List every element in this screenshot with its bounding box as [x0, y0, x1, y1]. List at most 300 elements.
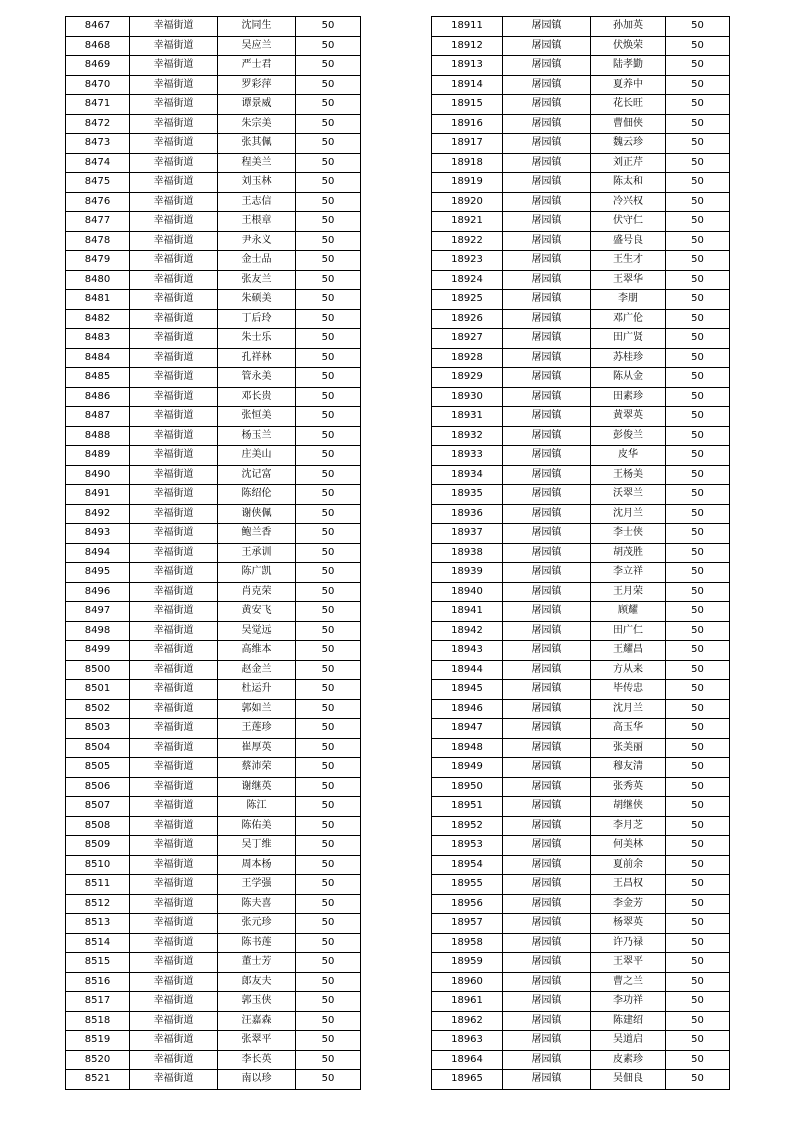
amount-cell: 50	[296, 368, 361, 388]
district-cell: 屠园镇	[503, 543, 591, 563]
table-row	[432, 270, 730, 290]
name-cell: 王昌权	[591, 875, 666, 895]
name-cell: 何美林	[591, 836, 666, 856]
row-number-cell: 18957	[432, 914, 503, 934]
row-number-cell: 18940	[432, 582, 503, 602]
district-cell: 屠园镇	[503, 309, 591, 329]
table-row	[66, 972, 361, 992]
table-row	[66, 758, 361, 778]
name-cell: 庄美山	[218, 446, 296, 466]
row-number-cell: 8472	[66, 114, 130, 134]
row-number-cell: 8507	[66, 797, 130, 817]
name-cell: 朱士乐	[218, 329, 296, 349]
row-number-cell: 18922	[432, 231, 503, 251]
district-cell: 屠园镇	[503, 368, 591, 388]
row-number-cell: 18911	[432, 17, 503, 37]
row-number-cell: 8473	[66, 134, 130, 154]
table-row	[432, 875, 730, 895]
district-cell: 屠园镇	[503, 875, 591, 895]
district-cell: 屠园镇	[503, 1050, 591, 1070]
table-row	[432, 212, 730, 232]
district-cell: 屠园镇	[503, 602, 591, 622]
district-cell: 屠园镇	[503, 524, 591, 544]
name-cell: 严士君	[218, 56, 296, 76]
row-number-cell: 8510	[66, 855, 130, 875]
amount-cell: 50	[296, 738, 361, 758]
row-number-cell: 18964	[432, 1050, 503, 1070]
amount-cell: 50	[666, 992, 730, 1012]
left-roster-table	[65, 16, 361, 1090]
district-cell: 屠园镇	[503, 290, 591, 310]
table-row	[66, 192, 361, 212]
district-cell: 屠园镇	[503, 699, 591, 719]
row-number-cell: 8479	[66, 251, 130, 271]
table-row	[432, 602, 730, 622]
table-row	[66, 504, 361, 524]
district-cell: 幸福街道	[130, 602, 218, 622]
row-number-cell: 8505	[66, 758, 130, 778]
amount-cell: 50	[296, 992, 361, 1012]
district-cell: 幸福街道	[130, 1011, 218, 1031]
amount-cell: 50	[666, 543, 730, 563]
district-cell: 幸福街道	[130, 894, 218, 914]
name-cell: 陈太和	[591, 173, 666, 193]
amount-cell: 50	[296, 777, 361, 797]
table-row	[432, 407, 730, 427]
name-cell: 谢继英	[218, 777, 296, 797]
table-row	[66, 95, 361, 115]
name-cell: 陈佑美	[218, 816, 296, 836]
district-cell: 屠园镇	[503, 426, 591, 446]
amount-cell: 50	[666, 972, 730, 992]
table-row	[66, 212, 361, 232]
district-cell: 幸福街道	[130, 953, 218, 973]
district-cell: 幸福街道	[130, 17, 218, 37]
table-row	[66, 153, 361, 173]
name-cell: 南以珍	[218, 1070, 296, 1090]
district-cell: 屠园镇	[503, 114, 591, 134]
district-cell: 幸福街道	[130, 95, 218, 115]
row-number-cell: 18927	[432, 329, 503, 349]
table-row	[66, 75, 361, 95]
district-cell: 幸福街道	[130, 816, 218, 836]
amount-cell: 50	[296, 504, 361, 524]
row-number-cell: 8482	[66, 309, 130, 329]
amount-cell: 50	[296, 543, 361, 563]
amount-cell: 50	[296, 660, 361, 680]
name-cell: 尹永义	[218, 231, 296, 251]
table-row	[66, 1050, 361, 1070]
name-cell: 彭俊兰	[591, 426, 666, 446]
name-cell: 方从来	[591, 660, 666, 680]
district-cell: 幸福街道	[130, 348, 218, 368]
name-cell: 王耀昌	[591, 641, 666, 661]
row-number-cell: 8486	[66, 387, 130, 407]
name-cell: 田广仁	[591, 621, 666, 641]
table-row	[432, 251, 730, 271]
name-cell: 黄翠英	[591, 407, 666, 427]
amount-cell: 50	[666, 387, 730, 407]
name-cell: 皮素珍	[591, 1050, 666, 1070]
table-row	[66, 582, 361, 602]
row-number-cell: 8508	[66, 816, 130, 836]
district-cell: 屠园镇	[503, 738, 591, 758]
amount-cell: 50	[296, 582, 361, 602]
table-row	[432, 563, 730, 583]
row-number-cell: 18961	[432, 992, 503, 1012]
district-cell: 屠园镇	[503, 777, 591, 797]
name-cell: 李朋	[591, 290, 666, 310]
district-cell: 屠园镇	[503, 1011, 591, 1031]
row-number-cell: 8513	[66, 914, 130, 934]
district-cell: 屠园镇	[503, 95, 591, 115]
table-row	[432, 680, 730, 700]
table-row	[432, 309, 730, 329]
table-row	[432, 485, 730, 505]
amount-cell: 50	[296, 290, 361, 310]
name-cell: 张秀英	[591, 777, 666, 797]
name-cell: 高维本	[218, 641, 296, 661]
row-number-cell: 18916	[432, 114, 503, 134]
amount-cell: 50	[296, 407, 361, 427]
row-number-cell: 8480	[66, 270, 130, 290]
row-number-cell: 8521	[66, 1070, 130, 1090]
table-row	[66, 426, 361, 446]
amount-cell: 50	[296, 1011, 361, 1031]
name-cell: 李士侠	[591, 524, 666, 544]
amount-cell: 50	[296, 855, 361, 875]
amount-cell: 50	[296, 56, 361, 76]
district-cell: 幸福街道	[130, 699, 218, 719]
district-cell: 幸福街道	[130, 251, 218, 271]
name-cell: 刘正芹	[591, 153, 666, 173]
table-row	[66, 446, 361, 466]
amount-cell: 50	[666, 680, 730, 700]
district-cell: 屠园镇	[503, 680, 591, 700]
amount-cell: 50	[666, 933, 730, 953]
district-cell: 幸福街道	[130, 446, 218, 466]
amount-cell: 50	[666, 719, 730, 739]
row-number-cell: 18945	[432, 680, 503, 700]
amount-cell: 50	[296, 758, 361, 778]
name-cell: 张恒美	[218, 407, 296, 427]
row-number-cell: 18934	[432, 465, 503, 485]
table-row	[432, 1050, 730, 1070]
amount-cell: 50	[666, 660, 730, 680]
name-cell: 罗彩萍	[218, 75, 296, 95]
table-row	[66, 777, 361, 797]
district-cell: 幸福街道	[130, 738, 218, 758]
row-number-cell: 8481	[66, 290, 130, 310]
row-number-cell: 18942	[432, 621, 503, 641]
table-row	[432, 387, 730, 407]
district-cell: 幸福街道	[130, 173, 218, 193]
district-cell: 屠园镇	[503, 504, 591, 524]
district-cell: 幸福街道	[130, 933, 218, 953]
district-cell: 屠园镇	[503, 641, 591, 661]
name-cell: 王月荣	[591, 582, 666, 602]
name-cell: 张其佩	[218, 134, 296, 154]
row-number-cell: 8511	[66, 875, 130, 895]
table-row	[432, 719, 730, 739]
row-number-cell: 18949	[432, 758, 503, 778]
district-cell: 屠园镇	[503, 192, 591, 212]
table-row	[432, 855, 730, 875]
district-cell: 屠园镇	[503, 153, 591, 173]
row-number-cell: 8489	[66, 446, 130, 466]
row-number-cell: 18933	[432, 446, 503, 466]
amount-cell: 50	[666, 894, 730, 914]
district-cell: 幸福街道	[130, 621, 218, 641]
amount-cell: 50	[296, 953, 361, 973]
name-cell: 邓长贵	[218, 387, 296, 407]
row-number-cell: 18923	[432, 251, 503, 271]
row-number-cell: 8468	[66, 36, 130, 56]
name-cell: 陈书莲	[218, 933, 296, 953]
district-cell: 幸福街道	[130, 387, 218, 407]
district-cell: 幸福街道	[130, 680, 218, 700]
district-cell: 幸福街道	[130, 36, 218, 56]
table-row	[432, 329, 730, 349]
amount-cell: 50	[666, 816, 730, 836]
row-number-cell: 18947	[432, 719, 503, 739]
name-cell: 周本杨	[218, 855, 296, 875]
table-row	[66, 855, 361, 875]
table-row	[66, 602, 361, 622]
table-row	[66, 953, 361, 973]
name-cell: 陈从金	[591, 368, 666, 388]
district-cell: 幸福街道	[130, 582, 218, 602]
district-cell: 屠园镇	[503, 212, 591, 232]
name-cell: 苏桂珍	[591, 348, 666, 368]
name-cell: 伏焕荣	[591, 36, 666, 56]
amount-cell: 50	[296, 17, 361, 37]
district-cell: 幸福街道	[130, 212, 218, 232]
name-cell: 郭如兰	[218, 699, 296, 719]
table-row	[432, 894, 730, 914]
row-number-cell: 8476	[66, 192, 130, 212]
row-number-cell: 8469	[66, 56, 130, 76]
amount-cell: 50	[296, 563, 361, 583]
district-cell: 幸福街道	[130, 836, 218, 856]
table-row	[432, 777, 730, 797]
amount-cell: 50	[296, 972, 361, 992]
district-cell: 幸福街道	[130, 290, 218, 310]
table-row	[432, 95, 730, 115]
row-number-cell: 18938	[432, 543, 503, 563]
table-row	[66, 699, 361, 719]
amount-cell: 50	[666, 855, 730, 875]
name-cell: 吴佃良	[591, 1070, 666, 1090]
table-row	[432, 504, 730, 524]
table-row	[66, 465, 361, 485]
district-cell: 幸福街道	[130, 563, 218, 583]
name-cell: 伏守仁	[591, 212, 666, 232]
row-number-cell: 8493	[66, 524, 130, 544]
table-row	[432, 1031, 730, 1051]
district-cell: 屠园镇	[503, 836, 591, 856]
row-number-cell: 8492	[66, 504, 130, 524]
table-row	[432, 1011, 730, 1031]
amount-cell: 50	[666, 290, 730, 310]
district-cell: 屠园镇	[503, 719, 591, 739]
name-cell: 胡茂胜	[591, 543, 666, 563]
table-row	[66, 543, 361, 563]
district-cell: 幸福街道	[130, 758, 218, 778]
amount-cell: 50	[666, 621, 730, 641]
district-cell: 屠园镇	[503, 660, 591, 680]
district-cell: 屠园镇	[503, 1070, 591, 1090]
amount-cell: 50	[296, 426, 361, 446]
district-cell: 屠园镇	[503, 563, 591, 583]
amount-cell: 50	[666, 953, 730, 973]
table-row	[66, 1070, 361, 1090]
district-cell: 幸福街道	[130, 504, 218, 524]
name-cell: 吴觉远	[218, 621, 296, 641]
table-row	[66, 894, 361, 914]
amount-cell: 50	[666, 329, 730, 349]
name-cell: 王翠平	[591, 953, 666, 973]
amount-cell: 50	[296, 1031, 361, 1051]
row-number-cell: 18955	[432, 875, 503, 895]
row-number-cell: 8471	[66, 95, 130, 115]
amount-cell: 50	[296, 446, 361, 466]
table-row	[432, 56, 730, 76]
name-cell: 管永美	[218, 368, 296, 388]
name-cell: 花长旺	[591, 95, 666, 115]
amount-cell: 50	[666, 875, 730, 895]
row-number-cell: 18912	[432, 36, 503, 56]
table-row	[66, 387, 361, 407]
amount-cell: 50	[296, 95, 361, 115]
table-row	[432, 933, 730, 953]
row-number-cell: 18928	[432, 348, 503, 368]
table-row	[66, 719, 361, 739]
amount-cell: 50	[666, 153, 730, 173]
name-cell: 丁后玲	[218, 309, 296, 329]
amount-cell: 50	[666, 446, 730, 466]
district-cell: 幸福街道	[130, 426, 218, 446]
table-row	[66, 290, 361, 310]
name-cell: 沈月兰	[591, 504, 666, 524]
name-cell: 曹之兰	[591, 972, 666, 992]
table-row	[432, 972, 730, 992]
row-number-cell: 18915	[432, 95, 503, 115]
row-number-cell: 8496	[66, 582, 130, 602]
table-row	[66, 368, 361, 388]
name-cell: 崔厚英	[218, 738, 296, 758]
district-cell: 幸福街道	[130, 134, 218, 154]
name-cell: 王学强	[218, 875, 296, 895]
district-cell: 屠园镇	[503, 348, 591, 368]
amount-cell: 50	[296, 329, 361, 349]
row-number-cell: 8500	[66, 660, 130, 680]
amount-cell: 50	[666, 836, 730, 856]
amount-cell: 50	[666, 1070, 730, 1090]
table-row	[66, 251, 361, 271]
amount-cell: 50	[296, 134, 361, 154]
row-number-cell: 8516	[66, 972, 130, 992]
table-row	[432, 660, 730, 680]
district-cell: 屠园镇	[503, 465, 591, 485]
row-number-cell: 18936	[432, 504, 503, 524]
amount-cell: 50	[296, 1050, 361, 1070]
row-number-cell: 18965	[432, 1070, 503, 1090]
district-cell: 屠园镇	[503, 972, 591, 992]
row-number-cell: 18929	[432, 368, 503, 388]
table-row	[66, 914, 361, 934]
name-cell: 朱硕美	[218, 290, 296, 310]
district-cell: 屠园镇	[503, 407, 591, 427]
name-cell: 金士品	[218, 251, 296, 271]
district-cell: 幸福街道	[130, 1070, 218, 1090]
district-cell: 幸福街道	[130, 231, 218, 251]
table-row	[432, 231, 730, 251]
table-row	[66, 329, 361, 349]
table-row	[432, 758, 730, 778]
table-row	[66, 836, 361, 856]
district-cell: 幸福街道	[130, 914, 218, 934]
row-number-cell: 8515	[66, 953, 130, 973]
name-cell: 陈绍伦	[218, 485, 296, 505]
row-number-cell: 8477	[66, 212, 130, 232]
district-cell: 屠园镇	[503, 75, 591, 95]
amount-cell: 50	[296, 309, 361, 329]
district-cell: 屠园镇	[503, 816, 591, 836]
amount-cell: 50	[296, 641, 361, 661]
table-row	[432, 621, 730, 641]
table-row	[66, 134, 361, 154]
district-cell: 幸福街道	[130, 75, 218, 95]
row-number-cell: 18944	[432, 660, 503, 680]
amount-cell: 50	[666, 699, 730, 719]
table-row	[432, 290, 730, 310]
row-number-cell: 8519	[66, 1031, 130, 1051]
table-row	[66, 485, 361, 505]
amount-cell: 50	[666, 75, 730, 95]
name-cell: 魏云珍	[591, 134, 666, 154]
district-cell: 幸福街道	[130, 114, 218, 134]
name-cell: 李长英	[218, 1050, 296, 1070]
amount-cell: 50	[666, 114, 730, 134]
right-roster-body	[432, 17, 730, 1090]
table-row	[432, 134, 730, 154]
amount-cell: 50	[666, 251, 730, 271]
table-row	[66, 933, 361, 953]
name-cell: 王翠华	[591, 270, 666, 290]
name-cell: 许乃禄	[591, 933, 666, 953]
amount-cell: 50	[666, 563, 730, 583]
amount-cell: 50	[296, 173, 361, 193]
name-cell: 郭玉侠	[218, 992, 296, 1012]
table-row	[66, 348, 361, 368]
name-cell: 赵金兰	[218, 660, 296, 680]
name-cell: 朱宗美	[218, 114, 296, 134]
district-cell: 屠园镇	[503, 758, 591, 778]
row-number-cell: 8504	[66, 738, 130, 758]
row-number-cell: 18932	[432, 426, 503, 446]
name-cell: 汪嘉森	[218, 1011, 296, 1031]
amount-cell: 50	[296, 348, 361, 368]
amount-cell: 50	[666, 1011, 730, 1031]
district-cell: 屠园镇	[503, 251, 591, 271]
name-cell: 毕传忠	[591, 680, 666, 700]
name-cell: 李月芝	[591, 816, 666, 836]
table-row	[66, 524, 361, 544]
table-row	[66, 114, 361, 134]
amount-cell: 50	[666, 407, 730, 427]
name-cell: 冷兴权	[591, 192, 666, 212]
